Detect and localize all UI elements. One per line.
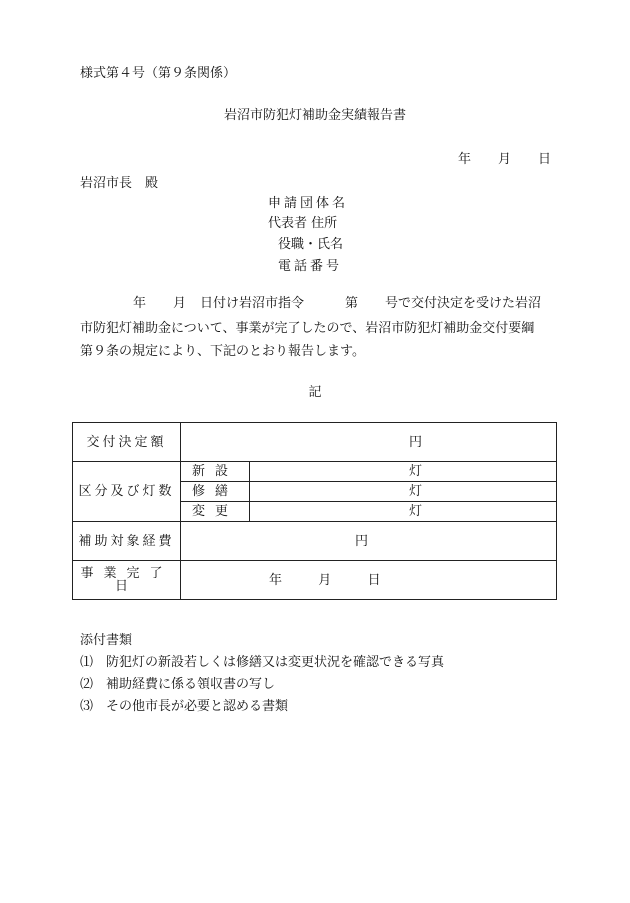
lights-label: 区分及び灯数 bbox=[73, 462, 181, 522]
light-type-repair: 修繕 bbox=[181, 482, 250, 502]
light-count-repair[interactable] bbox=[250, 482, 557, 502]
attachment-item bbox=[80, 656, 444, 669]
addressee: 岩沼市長 殿 bbox=[80, 176, 159, 191]
applicant-rep-label: 代表者 住所 bbox=[268, 216, 338, 231]
attachment-number: ⑶ bbox=[80, 699, 94, 714]
lights-row-1 bbox=[73, 462, 557, 482]
completion-date-cell[interactable] bbox=[181, 561, 557, 600]
applicant-phone-label: 電話番号 bbox=[278, 259, 343, 274]
ki-heading: 記 bbox=[308, 385, 322, 400]
attachment-number: ⑵ bbox=[80, 677, 94, 692]
completion-label: 事業完了日 bbox=[73, 561, 181, 600]
body-number-prefix: 第 bbox=[345, 296, 359, 311]
light-type-change: 変更 bbox=[181, 502, 250, 522]
light-type-new: 新設 bbox=[181, 462, 250, 482]
body-line-3: 第９条の規定により、下記のとおり報告します。 bbox=[80, 344, 365, 359]
completion-month: 月 bbox=[318, 572, 332, 588]
grant-amount-cell[interactable] bbox=[181, 423, 557, 462]
attachment-text: 防犯灯の新設若しくは修繕又は変更状況を確認できる写真 bbox=[106, 655, 445, 670]
body-date-suffix: 日付け岩沼市指令 bbox=[200, 296, 305, 311]
completion-day: 日 bbox=[367, 572, 381, 588]
body-line-1 bbox=[80, 297, 560, 311]
attachment-item bbox=[80, 700, 288, 713]
light-unit-new: 灯 bbox=[408, 464, 422, 479]
body-year: 年 bbox=[133, 296, 147, 311]
cost-amount-cell[interactable] bbox=[181, 522, 557, 561]
attachment-item bbox=[80, 678, 275, 691]
cost-unit: 円 bbox=[355, 533, 369, 549]
date-day: 日 bbox=[538, 152, 552, 167]
grant-row bbox=[73, 423, 557, 462]
attachment-text: その他市長が必要と認める書類 bbox=[106, 699, 289, 714]
form-number: 様式第４号（第９条関係） bbox=[80, 66, 237, 81]
light-count-new[interactable] bbox=[250, 462, 557, 482]
grant-unit: 円 bbox=[408, 434, 422, 450]
grant-label: 交付決定額 bbox=[73, 423, 181, 462]
cost-row bbox=[73, 522, 557, 561]
date-month: 月 bbox=[498, 152, 512, 167]
light-unit-change: 灯 bbox=[408, 504, 422, 519]
light-count-change[interactable] bbox=[250, 502, 557, 522]
date-year: 年 bbox=[458, 152, 472, 167]
body-line1-rest: 号で交付決定を受けた岩沼 bbox=[385, 296, 542, 311]
attachments-title: 添付書類 bbox=[80, 633, 133, 648]
applicant-role-label: 役職・氏名 bbox=[278, 237, 344, 252]
completion-row bbox=[73, 561, 557, 600]
report-table bbox=[72, 422, 557, 600]
attachment-text: 補助経費に係る領収書の写し bbox=[106, 677, 276, 692]
applicant-org-label: 申請団体名 bbox=[268, 196, 349, 211]
light-unit-repair: 灯 bbox=[408, 484, 422, 499]
completion-year: 年 bbox=[269, 572, 283, 588]
cost-label: 補助対象経費 bbox=[73, 522, 181, 561]
body-line-2: 市防犯灯補助金について、事業が完了したので、岩沼市防犯灯補助金交付要綱 bbox=[80, 321, 535, 336]
attachment-number: ⑴ bbox=[80, 655, 94, 670]
document-title: 岩沼市防犯灯補助金実績報告書 bbox=[223, 108, 406, 123]
body-month: 月 bbox=[173, 296, 187, 311]
